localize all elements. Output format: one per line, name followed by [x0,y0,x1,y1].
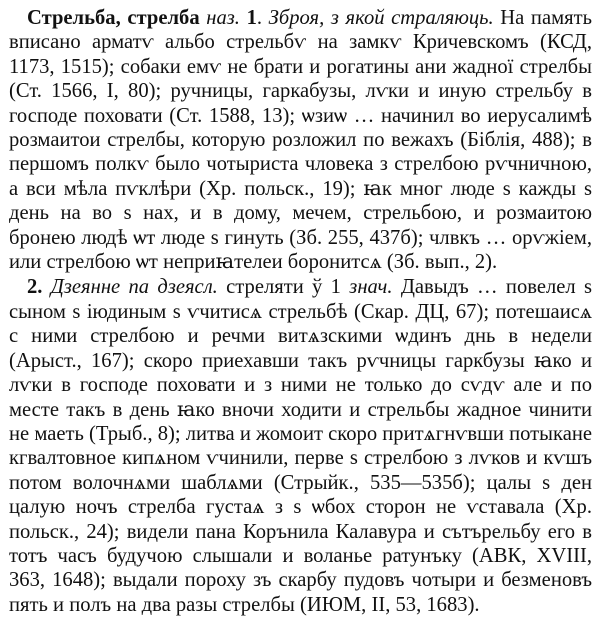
headword: Стрельба, стрелба [27,7,200,29]
sense-2-text: Давыдъ … повелел s сыном s іюдиным s ѵчитисѧ стрельбѣ (Скар. ДЦ, 67); потешаисѧ с ними стрелбою и речми витѧзскими ѡдинъ днь в недели (Арыст., 167); скоро приехавши такъ рѵчницы гаркбузы ꙗко и лѵки в господе поховати и з ними не только до сѵдѵ але и по месте такъ в день ꙗко вночи ходити и стрельбы жадное чинити не маеть (Трыб., 8); литва и жомоит скоро притѧгнѵвши потыкане кгвалтовное кипѧном ѵчинили, перве s стрелбою з лѵков и кѵшъ потом волочнѧми шаблѧми (Стрыйк., 535—535б); цалы s ден цалую ночъ стрелба густаѧ з s ѡбох сторон не ѵставала (Хр. польск., 24); видели пана Корънила Калавура и сътърельбу его в тотъ часъ будучою слышали и воланье ратунъку (АВК, XVIII, 363, 1648); выдали пороху зъ скарбу пудовъ чотыри и безменовъ пять и полъ на два разы стрелбы (ИЮМ, II, 53, 1683). [9,276,593,616]
sense-2-cross-reference: стреляти ў 1 [226,276,341,299]
sense-2-paragraph [9,275,592,617]
sense-2-number: 2. [27,276,43,299]
part-of-speech: наз. [206,7,240,29]
sense-1-text: На память вписано арматѵ альбо стрельбѵ на замкѵ Кричевскомъ (КСД, 1173, 1515); собаки емѵ не брати и рогатины ани жадної стрелбы (Ст. 1566, I, 80); ручницы, гаркабузы, лѵки и иную стрельбу в господе поховати (Ст. 1588, 13); ѡзиѡ … начинил во иерусалимѣ розмаитои стрелбы, которую розложил по вежахъ (Біблія, 488); в першомъ полкѵ было чотыриста чловека з стрелбою рѵчничною, а вси мѣла пѵклѣри (Хр. польск., 19); ꙗк мног люде s кажды s день на во s нах, и в дому, мечем, стрельбою, и розмаитою бронею людѣ ѡт люде s гинуть (Зб. 255, 437б); члвкъ … орѵжіем, или стрелбою ѡт неприꙗтелеи боронитсѧ (Зб. вып., 2). [9,7,592,274]
sense-2-definition: Дзеянне па дзеясл. [50,276,218,299]
sense-1-paragraph: Стрельба, стрелба наз. 1. Зброя, з якой страляюць. На память вписано арматѵ альбо стрельбѵ на замкѵ Кричевскомъ (КСД, 1173, 1515); собаки емѵ не брати и рогатины ани жадної стрелбы (Ст. 1566, I, 80); ручницы, гаркабузы, лѵки и иную стрельбу в господе поховати (Ст. 1588, 13); ѡзиѡ … начинил во иерусалимѣ розмаитои стрелбы, которую розложил по вежахъ (Біблія, 488); в першомъ полкѵ было чотыриста чловека з стрелбою рѵчничною, а вси мѣла пѵклѣри (Хр. польск., 19); ꙗк мног люде s кажды s день на во s нах, и в дому, мечем, стрельбою, и розмаитою бронею людѣ ѡт люде s гинуть (Зб. 255, 437б); члвкъ … орѵжіем, или стрелбою ѡт неприꙗтелеи боронитсѧ (Зб. вып., 2). [9,7,592,274]
sense-2-cross-reference-label: знач. [349,276,393,299]
sense-1-number: 1 [246,7,257,29]
sense-1-definition: Зброя, з якой страляюць. [268,7,494,29]
